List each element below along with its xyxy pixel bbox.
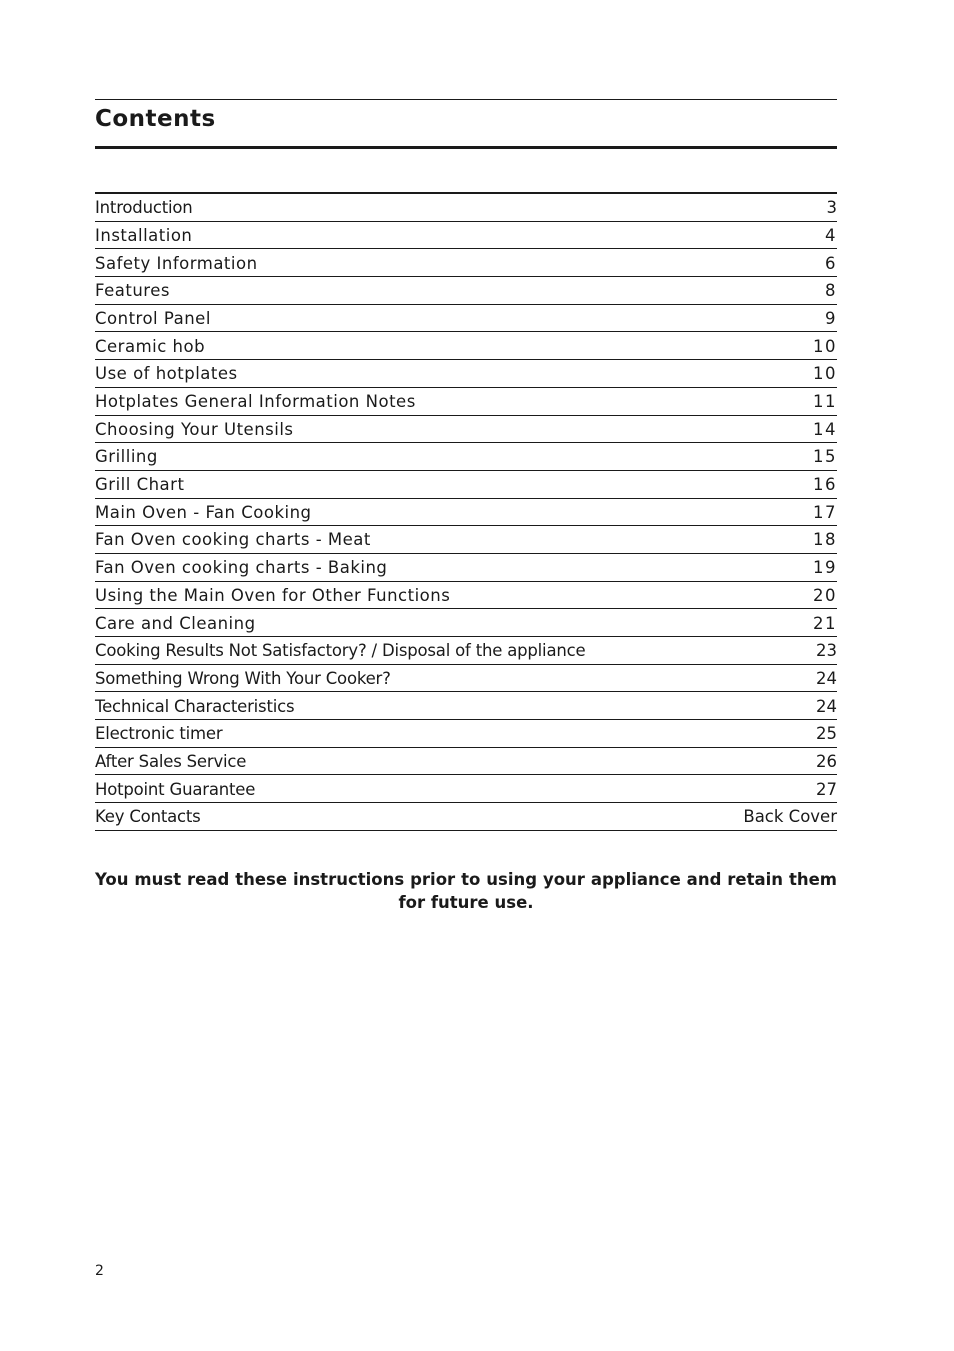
toc-row[interactable] bbox=[95, 803, 837, 831]
toc-entry-page: 18 bbox=[813, 530, 837, 550]
toc-row[interactable] bbox=[95, 609, 837, 637]
toc-entry-label: Features bbox=[95, 281, 170, 301]
instructions-notice: You must read these instructions prior to using your appliance and retain them for future use. bbox=[95, 870, 837, 912]
toc-entry-label: Grill Chart bbox=[95, 475, 185, 495]
toc-entry-page: 17 bbox=[813, 502, 837, 522]
toc-entry-page: 24 bbox=[816, 696, 837, 716]
toc-row[interactable] bbox=[95, 665, 837, 693]
toc-entry-page: 20 bbox=[813, 585, 837, 605]
toc-row[interactable] bbox=[95, 249, 837, 277]
toc-row[interactable] bbox=[95, 471, 837, 499]
toc-entry-label: Control Panel bbox=[95, 308, 211, 328]
toc-entry-label: Using the Main Oven for Other Functions bbox=[95, 585, 451, 605]
toc-entry-label: Key Contacts bbox=[95, 807, 201, 827]
toc-row[interactable] bbox=[95, 499, 837, 527]
toc-entry-label: Ceramic hob bbox=[95, 336, 206, 356]
toc-entry-page: 11 bbox=[813, 392, 837, 411]
toc-entry-page: Back Cover bbox=[743, 807, 837, 827]
toc-row[interactable] bbox=[95, 194, 837, 222]
toc-entry-label: Technical Characteristics bbox=[95, 696, 295, 716]
toc-entry-label: Care and Cleaning bbox=[95, 613, 256, 633]
toc-row[interactable] bbox=[95, 443, 837, 471]
toc-row[interactable] bbox=[95, 360, 837, 388]
toc-entry-page: 10 bbox=[813, 336, 837, 356]
toc-entry-page: 25 bbox=[816, 724, 837, 744]
toc-row[interactable] bbox=[95, 775, 837, 803]
toc-entry-page: 27 bbox=[816, 779, 837, 799]
footer-page-number: 2 bbox=[95, 1263, 104, 1279]
toc-row[interactable] bbox=[95, 554, 837, 582]
toc-entry-label: Hotplates General Information Notes bbox=[95, 392, 416, 411]
toc-row[interactable] bbox=[95, 305, 837, 333]
contents-header bbox=[95, 99, 837, 149]
toc-entry-label: Choosing Your Utensils bbox=[95, 419, 294, 439]
toc-row[interactable] bbox=[95, 637, 837, 665]
toc-entry-page: 14 bbox=[813, 419, 837, 439]
toc-entry-page: 9 bbox=[825, 308, 837, 328]
toc-entry-page: 10 bbox=[813, 364, 837, 384]
page-title: Contents bbox=[95, 106, 216, 132]
toc-entry-page: 26 bbox=[816, 751, 837, 771]
toc-row[interactable] bbox=[95, 388, 837, 416]
toc-entry-label: Hotpoint Guarantee bbox=[95, 779, 256, 799]
toc-entry-page: 8 bbox=[825, 281, 837, 301]
toc-entry-label: Introduction bbox=[95, 198, 193, 218]
toc-entry-label: Use of hotplates bbox=[95, 364, 238, 384]
toc-row[interactable] bbox=[95, 692, 837, 720]
toc-entry-label: Main Oven - Fan Cooking bbox=[95, 502, 312, 522]
toc-entry-page: 21 bbox=[813, 613, 837, 633]
toc-entry-label: Cooking Results Not Satisfactory? / Disposal of the appliance bbox=[95, 641, 586, 661]
toc-row[interactable] bbox=[95, 222, 837, 250]
toc-entry-label: Electronic timer bbox=[95, 724, 223, 744]
contents-heading-block bbox=[95, 99, 837, 149]
toc-entry-label: After Sales Service bbox=[95, 751, 247, 771]
toc-row[interactable] bbox=[95, 277, 837, 305]
toc-row[interactable] bbox=[95, 720, 837, 748]
toc-entry-page: 15 bbox=[813, 447, 837, 467]
toc-entry-page: 3 bbox=[826, 198, 837, 218]
toc-row[interactable] bbox=[95, 416, 837, 444]
toc-entry-page: 19 bbox=[813, 558, 837, 578]
toc-entry-label: Fan Oven cooking charts - Meat bbox=[95, 530, 371, 550]
toc-row[interactable] bbox=[95, 582, 837, 610]
toc-row[interactable] bbox=[95, 332, 837, 360]
toc-entry-page: 16 bbox=[813, 475, 837, 495]
toc-entry-page: 23 bbox=[816, 641, 837, 661]
table-of-contents bbox=[95, 192, 837, 831]
toc-entry-page: 24 bbox=[816, 668, 837, 688]
toc-entry-label: Fan Oven cooking charts - Baking bbox=[95, 558, 388, 578]
toc-row[interactable] bbox=[95, 526, 837, 554]
toc-entry-label: Safety Information bbox=[95, 253, 258, 273]
toc-entry-page: 4 bbox=[825, 225, 837, 245]
toc-row[interactable] bbox=[95, 748, 837, 776]
toc-entry-page: 6 bbox=[825, 253, 837, 273]
toc-entry-label: Grilling bbox=[95, 447, 158, 467]
toc-entry-label: Something Wrong With Your Cooker? bbox=[95, 668, 391, 688]
toc-entry-label: Installation bbox=[95, 225, 193, 245]
